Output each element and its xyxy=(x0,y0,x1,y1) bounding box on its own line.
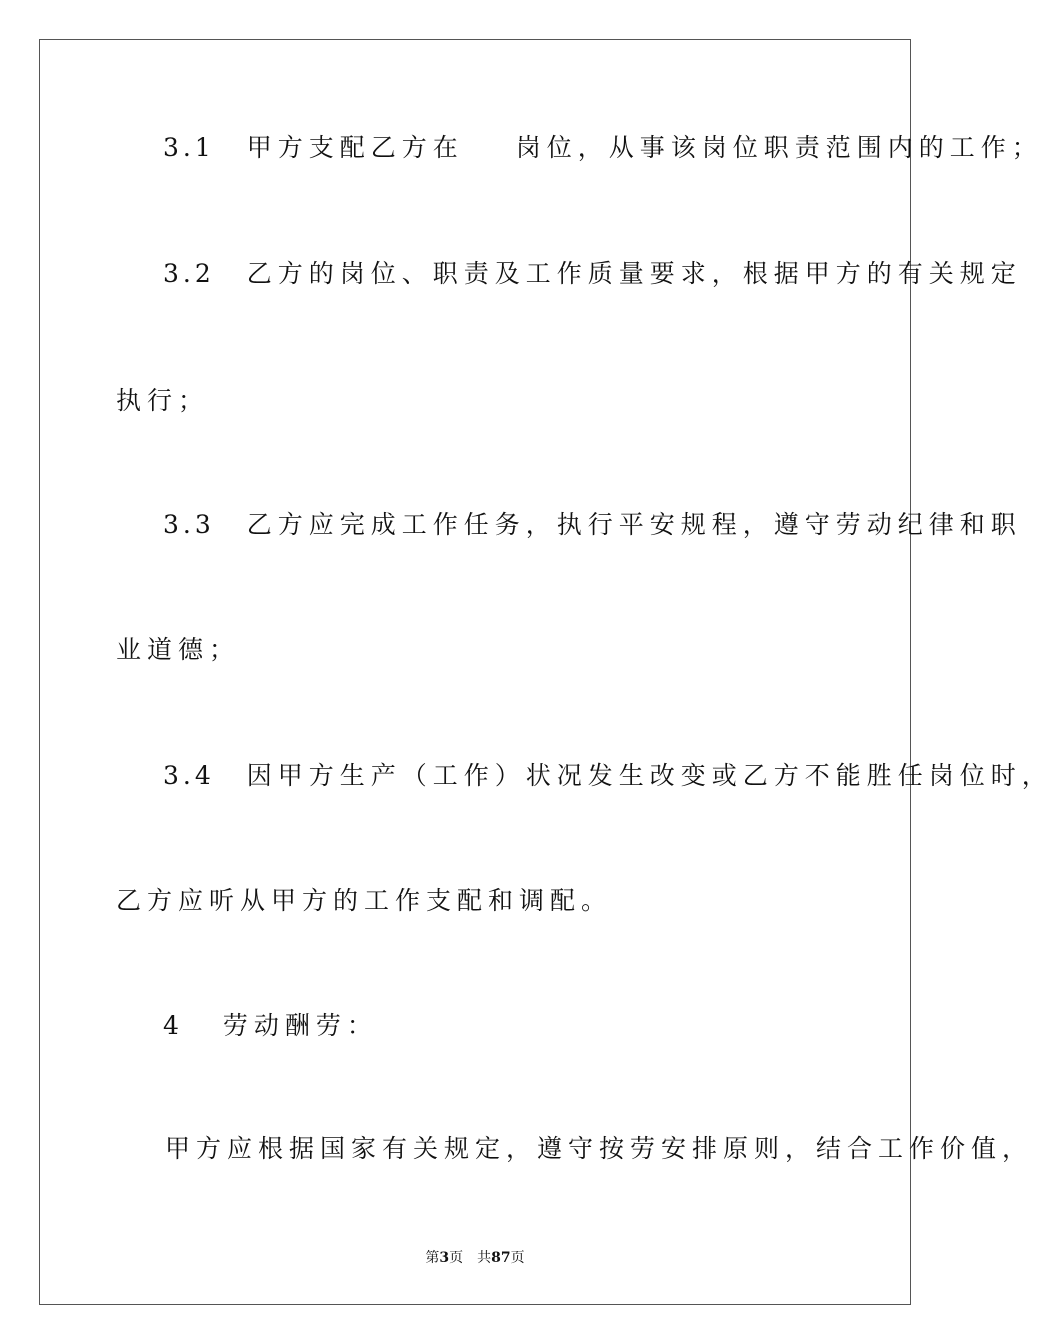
page-frame xyxy=(39,39,911,1305)
paragraph-3-4-line2: 乙方应听从甲方的工作支配和调配。 xyxy=(116,886,613,915)
paragraph-3-4-line1 xyxy=(163,761,1053,791)
section-number: 3.3 xyxy=(163,510,215,539)
paragraph-3-1 xyxy=(163,133,1043,163)
paragraph-text: 岗位，从事该岗位职责范围内的工作； xyxy=(515,133,1043,162)
paragraph-text: 乙方应完成工作任务，执行平安规程，遵守劳动纪律和职 xyxy=(246,510,1022,539)
paragraph-4-body-line1: 甲方应根据国家有关规定，遵守按劳安排原则，结合工作价值， xyxy=(165,1134,1034,1163)
paragraph-text: 因甲方生产（工作）状况发生改变或乙方不能胜任岗位时， xyxy=(246,761,1053,790)
footer-mid: 页 共 xyxy=(449,1250,492,1266)
paragraph-3-3-line1 xyxy=(163,510,1022,540)
paragraph-text: 甲方支配乙方在 xyxy=(246,133,464,162)
section-number: 3.1 xyxy=(163,133,215,162)
page-footer xyxy=(0,1247,950,1267)
paragraph-text: 乙方的岗位、职责及工作质量要求，根据甲方的有关规定 xyxy=(246,259,1022,288)
footer-prefix: 第 xyxy=(425,1250,440,1266)
footer-suffix: 页 xyxy=(510,1250,525,1266)
total-pages-number: 87 xyxy=(491,1250,511,1266)
current-page-number: 3 xyxy=(439,1250,450,1266)
section-number: 3.2 xyxy=(163,259,215,288)
section-number: 3.4 xyxy=(163,761,215,790)
section-number: 4 xyxy=(163,1011,183,1040)
section-4-heading xyxy=(163,1011,378,1041)
paragraph-3-2-line2: 执行； xyxy=(116,386,210,415)
paragraph-3-3-line2: 业道德； xyxy=(116,635,241,664)
section-title: 劳动酬劳： xyxy=(222,1011,378,1040)
paragraph-3-2-line1 xyxy=(163,259,1022,289)
